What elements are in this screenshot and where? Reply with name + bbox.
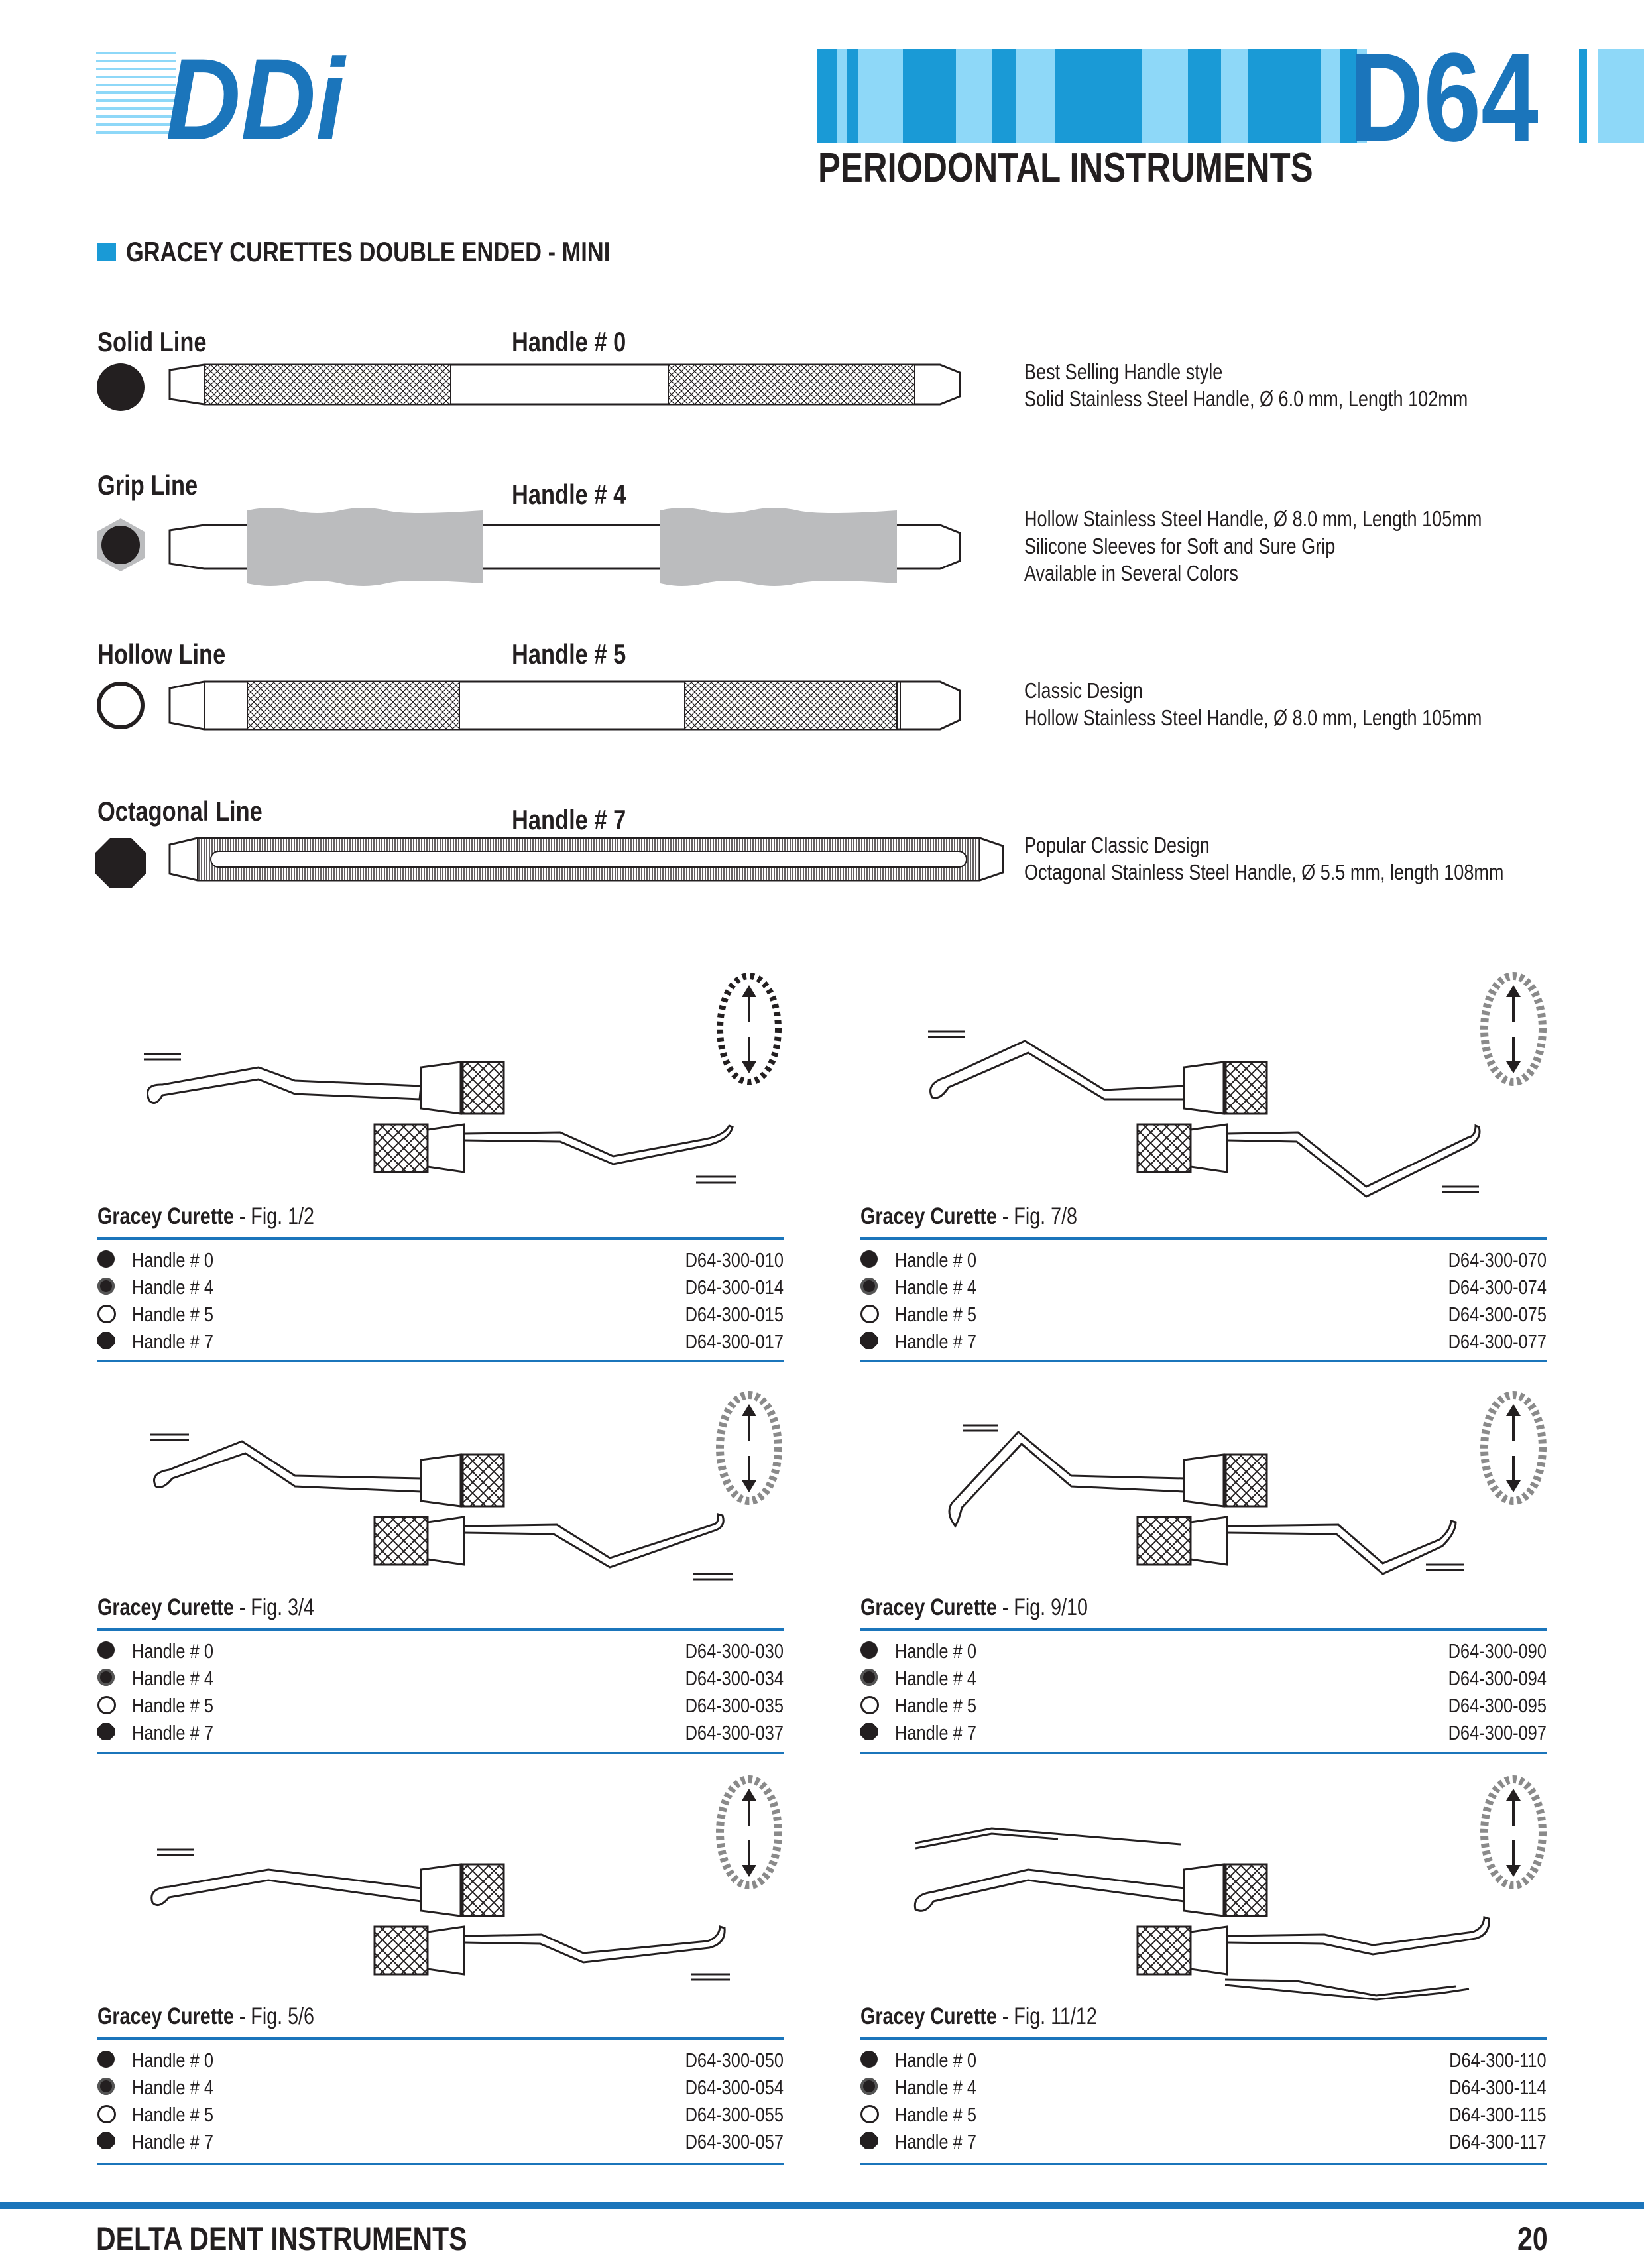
handle-4-illustration (158, 504, 967, 593)
product-table (860, 1246, 1547, 1356)
grip-hexagon-icon (860, 1278, 878, 1295)
curette-illustration (96, 1360, 786, 1599)
table-row[interactable]: Handle # 7 D64-300-077 (860, 1328, 1547, 1355)
hollow-circle-icon (97, 1305, 116, 1323)
divider (860, 1628, 1547, 1631)
solid-circle-icon (97, 1250, 115, 1268)
line-name: Hollow Line (97, 638, 226, 670)
table-row[interactable]: Handle # 7 D64-300-057 (97, 2128, 784, 2155)
table-row[interactable]: Handle # 0 D64-300-050 (97, 2047, 784, 2074)
figure-caption: Gracey Curette - Fig. 11/12 (860, 2003, 1097, 2029)
table-row[interactable]: Handle # 4 D64-300-014 (97, 1274, 784, 1301)
grip-hexagon-icon (97, 1669, 115, 1686)
divider (97, 1237, 784, 1240)
curette-illustration (859, 1770, 1549, 2009)
octagon-icon (860, 1723, 878, 1740)
catalog-code: D64 (1349, 27, 1539, 168)
divider (860, 2037, 1547, 2040)
divider (97, 2037, 784, 2040)
section-title: GRACEY CURETTES DOUBLE ENDED - MINI (126, 236, 611, 267)
octagon-icon (860, 1332, 878, 1349)
curette-illustration (96, 1770, 786, 2009)
hollow-circle-icon (860, 1696, 879, 1714)
table-row[interactable]: Handle # 5 D64-300-075 (860, 1301, 1547, 1328)
table-row[interactable]: Handle # 5 D64-300-035 (97, 1692, 784, 1719)
line-name: Octagonal Line (97, 796, 263, 827)
octagon-icon (97, 1723, 115, 1740)
grip-hexagon-icon (860, 2078, 878, 2095)
grip-hexagon-icon (860, 1669, 878, 1686)
figure-caption: Gracey Curette - Fig. 1/2 (97, 1203, 315, 1229)
divider (860, 1360, 1547, 1362)
page-title: PERIODONTAL INSTRUMENTS (818, 145, 1313, 191)
svg-text:DDi: DDi (166, 46, 347, 146)
table-row[interactable]: Handle # 5 D64-300-115 (860, 2101, 1547, 2128)
octagon-icon (860, 2132, 878, 2149)
figure-caption: Gracey Curette - Fig. 5/6 (97, 2003, 315, 2029)
hollow-circle-icon (97, 1696, 116, 1714)
table-row[interactable]: Handle # 5 D64-300-015 (97, 1301, 784, 1328)
handle-7-illustration (158, 833, 1013, 889)
hollow-circle-icon (95, 680, 146, 734)
table-row[interactable]: Handle # 7 D64-300-017 (97, 1328, 784, 1355)
table-row[interactable]: Handle # 5 D64-300-055 (97, 2101, 784, 2128)
table-row[interactable]: Handle # 0 D64-300-010 (97, 1246, 784, 1274)
handle-label: Handle # 5 (512, 638, 626, 670)
handle-label: Handle # 7 (512, 804, 626, 835)
table-row[interactable]: Handle # 4 D64-300-094 (860, 1665, 1547, 1692)
handle-description: Hollow Stainless Steel Handle, Ø 8.0 mm, Length 105mm Silicone Sleeves for Soft and Sure Grip Available in Several Colors (1024, 507, 1482, 585)
handle-description: Popular Classic Design Octagonal Stainless Steel Handle, Ø 5.5 mm, length 108mm (1024, 833, 1504, 884)
dental-arch-icon (1477, 1771, 1550, 1897)
hollow-circle-icon (860, 2105, 879, 2123)
table-row[interactable]: Handle # 4 D64-300-114 (860, 2074, 1547, 2101)
hollow-circle-icon (97, 2105, 116, 2123)
ddi-logo (96, 46, 348, 146)
footer-company: DELTA DENT INSTRUMENTS (96, 2220, 467, 2257)
figure-caption: Gracey Curette - Fig. 9/10 (860, 1594, 1088, 1620)
section-bullet-icon (97, 243, 116, 261)
solid-circle-icon (97, 1641, 115, 1659)
table-row[interactable]: Handle # 0 D64-300-030 (97, 1638, 784, 1665)
page-number: 20 (1517, 2220, 1548, 2257)
curette-illustration (859, 1360, 1549, 1599)
product-table (97, 2047, 784, 2157)
divider (860, 1237, 1547, 1240)
dental-arch-icon (713, 1387, 786, 1513)
octagon-icon (97, 1332, 115, 1349)
handle-0-illustration (158, 358, 967, 414)
handle-5-illustration (158, 672, 967, 742)
dental-arch-icon (713, 968, 786, 1094)
divider (97, 1628, 784, 1631)
divider (97, 1752, 784, 1754)
table-row[interactable]: Handle # 0 D64-300-070 (860, 1246, 1547, 1274)
table-row[interactable]: Handle # 0 D64-300-110 (860, 2047, 1547, 2074)
product-table (97, 1638, 784, 1748)
footer-bar (0, 2202, 1644, 2209)
solid-circle-icon (860, 1250, 878, 1268)
line-name: Solid Line (97, 326, 207, 357)
handle-description: Classic Design Hollow Stainless Steel Handle, Ø 8.0 mm, Length 105mm (1024, 678, 1482, 730)
table-row[interactable]: Handle # 4 D64-300-054 (97, 2074, 784, 2101)
curette-illustration (96, 968, 786, 1207)
handle-description: Best Selling Handle style Solid Stainless Steel Handle, Ø 6.0 mm, Length 102mm (1024, 359, 1468, 411)
table-row[interactable]: Handle # 4 D64-300-034 (97, 1665, 784, 1692)
divider (860, 1752, 1547, 1754)
table-row[interactable]: Handle # 7 D64-300-037 (97, 1719, 784, 1746)
handle-label: Handle # 4 (512, 479, 626, 510)
curette-illustration (859, 968, 1549, 1207)
figure-caption: Gracey Curette - Fig. 3/4 (97, 1594, 315, 1620)
solid-circle-icon (95, 362, 146, 416)
dental-arch-icon (1477, 1387, 1550, 1513)
divider (97, 1360, 784, 1362)
grip-hexagon-icon (97, 2078, 115, 2095)
solid-circle-icon (97, 2051, 115, 2068)
line-name: Grip Line (97, 469, 198, 501)
grip-hexagon-icon (93, 517, 148, 576)
octagon-icon (94, 837, 147, 893)
hollow-circle-icon (860, 1305, 879, 1323)
octagon-icon (97, 2132, 115, 2149)
table-row[interactable]: Handle # 0 D64-300-090 (860, 1638, 1547, 1665)
divider (860, 2163, 1547, 2165)
product-table (860, 1638, 1547, 1748)
handle-label: Handle # 0 (512, 326, 626, 357)
figure-caption: Gracey Curette - Fig. 7/8 (860, 1203, 1078, 1229)
dental-arch-icon (1477, 968, 1550, 1094)
divider (97, 2163, 784, 2165)
grip-hexagon-icon (97, 1278, 115, 1295)
table-row[interactable]: Handle # 5 D64-300-095 (860, 1692, 1547, 1719)
table-row[interactable]: Handle # 7 D64-300-097 (860, 1719, 1547, 1746)
dental-arch-icon (713, 1771, 786, 1897)
table-row[interactable]: Handle # 4 D64-300-074 (860, 1274, 1547, 1301)
solid-circle-icon (860, 1641, 878, 1659)
table-row[interactable]: Handle # 7 D64-300-117 (860, 2128, 1547, 2155)
product-table (97, 1246, 784, 1356)
product-table (860, 2047, 1547, 2157)
solid-circle-icon (860, 2051, 878, 2068)
